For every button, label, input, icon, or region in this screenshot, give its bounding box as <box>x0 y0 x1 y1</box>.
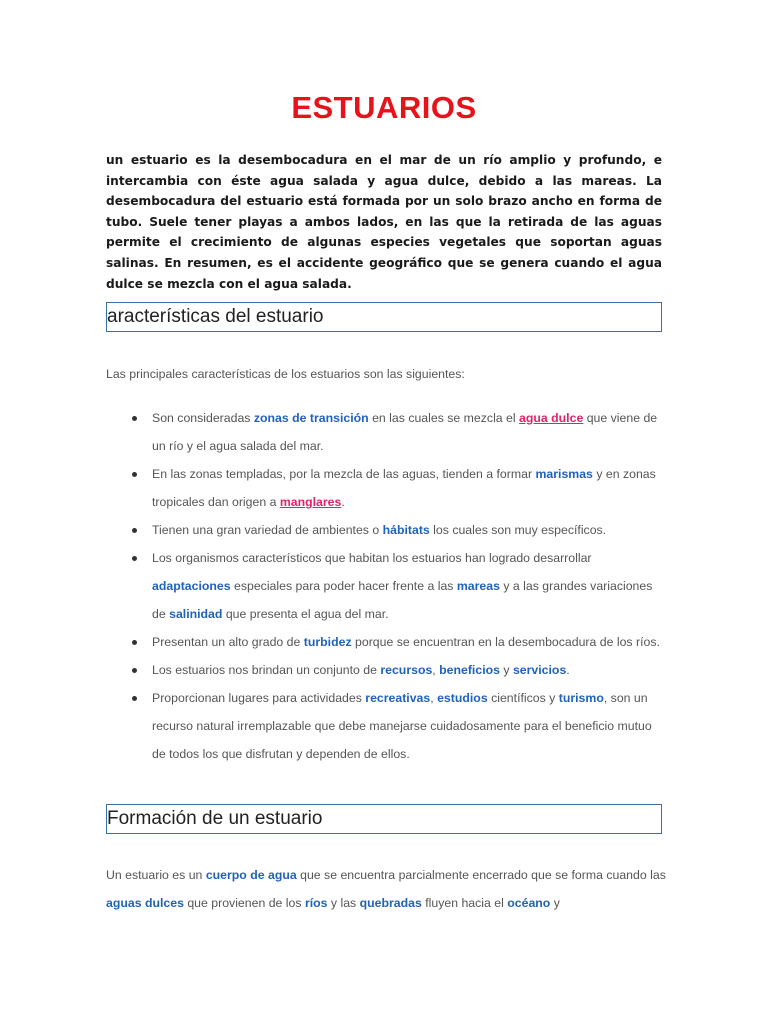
list-item <box>106 684 662 768</box>
keyword-link[interactable]: ríos <box>304 896 328 910</box>
bullet-icon <box>132 668 137 673</box>
text-run: Proporcionan lugares para actividades <box>152 691 366 705</box>
keyword-link[interactable]: mareas <box>456 579 500 593</box>
text-run: , son un recurso natural irremplazable que debe manejarse cuidadosamente para el beneficio mutuo de todos los que disfrutan y dependen de ellos. <box>152 691 652 761</box>
bullet-icon <box>132 640 137 645</box>
list-item <box>106 656 662 684</box>
text-run: fluyen hacia el <box>421 896 508 910</box>
text-run: Tienen una gran variedad de ambientes o <box>152 523 383 537</box>
text-run: porque se encuentran en la desembocadura de los ríos. <box>351 635 660 649</box>
section-heading-caracteristicas: aracterísticas del estuario <box>106 302 662 332</box>
formation-paragraph <box>106 861 666 917</box>
bullet-icon <box>132 696 137 701</box>
text-run: y las <box>327 896 360 910</box>
text-run: y <box>499 663 513 677</box>
keyword-link[interactable]: beneficios <box>439 663 500 677</box>
section-heading-formacion: Formación de un estuario <box>106 804 662 834</box>
keyword-link[interactable]: turbidez <box>303 635 352 649</box>
keyword-link[interactable]: zonas de transición <box>253 411 369 425</box>
keyword-link[interactable]: cuerpo de agua <box>205 868 297 882</box>
keyword-link[interactable]: recursos <box>380 663 433 677</box>
list-item <box>106 404 662 460</box>
list-item <box>106 460 662 516</box>
hyperlink-term[interactable]: manglares <box>279 495 342 509</box>
text-run: que viene de un río y el agua salada del mar. <box>152 411 658 453</box>
bullet-icon <box>132 416 137 421</box>
list-item <box>106 516 662 544</box>
keyword-link[interactable]: océano <box>507 896 551 910</box>
section-lead-paragraph: Las principales características de los estuarios son las siguientes: <box>106 367 465 381</box>
text-run: los cuales son muy específicos. <box>429 523 607 537</box>
text-run: y a las grandes variaciones de <box>152 579 653 621</box>
keyword-link[interactable]: servicios <box>512 663 567 677</box>
list-item <box>106 544 662 628</box>
text-run: Son consideradas <box>152 411 254 425</box>
keyword-link[interactable]: salinidad <box>169 607 223 621</box>
hyperlink-term[interactable]: agua dulce <box>519 411 584 425</box>
text-run: Un estuario es un <box>106 868 206 882</box>
text-run: que presenta el agua del mar. <box>222 607 389 621</box>
keyword-link[interactable]: turismo <box>558 691 604 705</box>
bullet-icon <box>132 556 137 561</box>
document-title: ESTUARIOS <box>291 90 477 125</box>
text-run: y <box>550 896 560 910</box>
text-run: y en zonas tropicales dan origen a <box>152 467 656 509</box>
keyword-link[interactable]: adaptaciones <box>152 579 231 593</box>
text-run: En las zonas templadas, por la mezcla de las aguas, tienden a formar <box>152 467 536 481</box>
text-run: científicos y <box>487 691 559 705</box>
text-run: especiales para poder hacer frente a las <box>230 579 457 593</box>
text-run: Presentan un alto grado de <box>152 635 304 649</box>
intro-paragraph: un estuario es la desembocadura en el mar de un río amplio y profundo, e intercambia con éste agua salada y agua dulce, debido a las mareas. La desembocadura del estuario está formada por un solo brazo ancho en forma de tubo. Suele tener playas a ambos lados, en las que la retirada de las aguas permite el crecimiento de algunas especies vegetales que soportan aguas salinas. En resumen, es el accidente geográfico que se genera cuando el agua dulce se mezcla con el agua salada. <box>106 153 662 291</box>
text-run: que provienen de los <box>183 896 305 910</box>
keyword-link[interactable]: quebradas <box>359 896 422 910</box>
keyword-link[interactable]: estudios <box>437 691 488 705</box>
keyword-link[interactable]: hábitats <box>382 523 430 537</box>
text-run: , <box>430 691 438 705</box>
text-run: . <box>341 495 345 509</box>
text-run: . <box>566 663 570 677</box>
keyword-link[interactable]: marismas <box>535 467 593 481</box>
text-run: que se encuentra parcialmente encerrado que se forma cuando las <box>296 868 666 882</box>
keyword-link[interactable]: recreativas <box>365 691 431 705</box>
text-run: Los organismos característicos que habitan los estuarios han logrado desarrollar <box>152 551 592 565</box>
bullet-icon <box>132 528 137 533</box>
text-run: en las cuales se mezcla el <box>368 411 520 425</box>
text-run: Los estuarios nos brindan un conjunto de <box>152 663 381 677</box>
list-item <box>106 628 662 656</box>
text-run: , <box>432 663 440 677</box>
keyword-link[interactable]: aguas dulces <box>106 896 184 910</box>
bullet-icon <box>132 472 137 477</box>
characteristics-list <box>106 404 662 768</box>
